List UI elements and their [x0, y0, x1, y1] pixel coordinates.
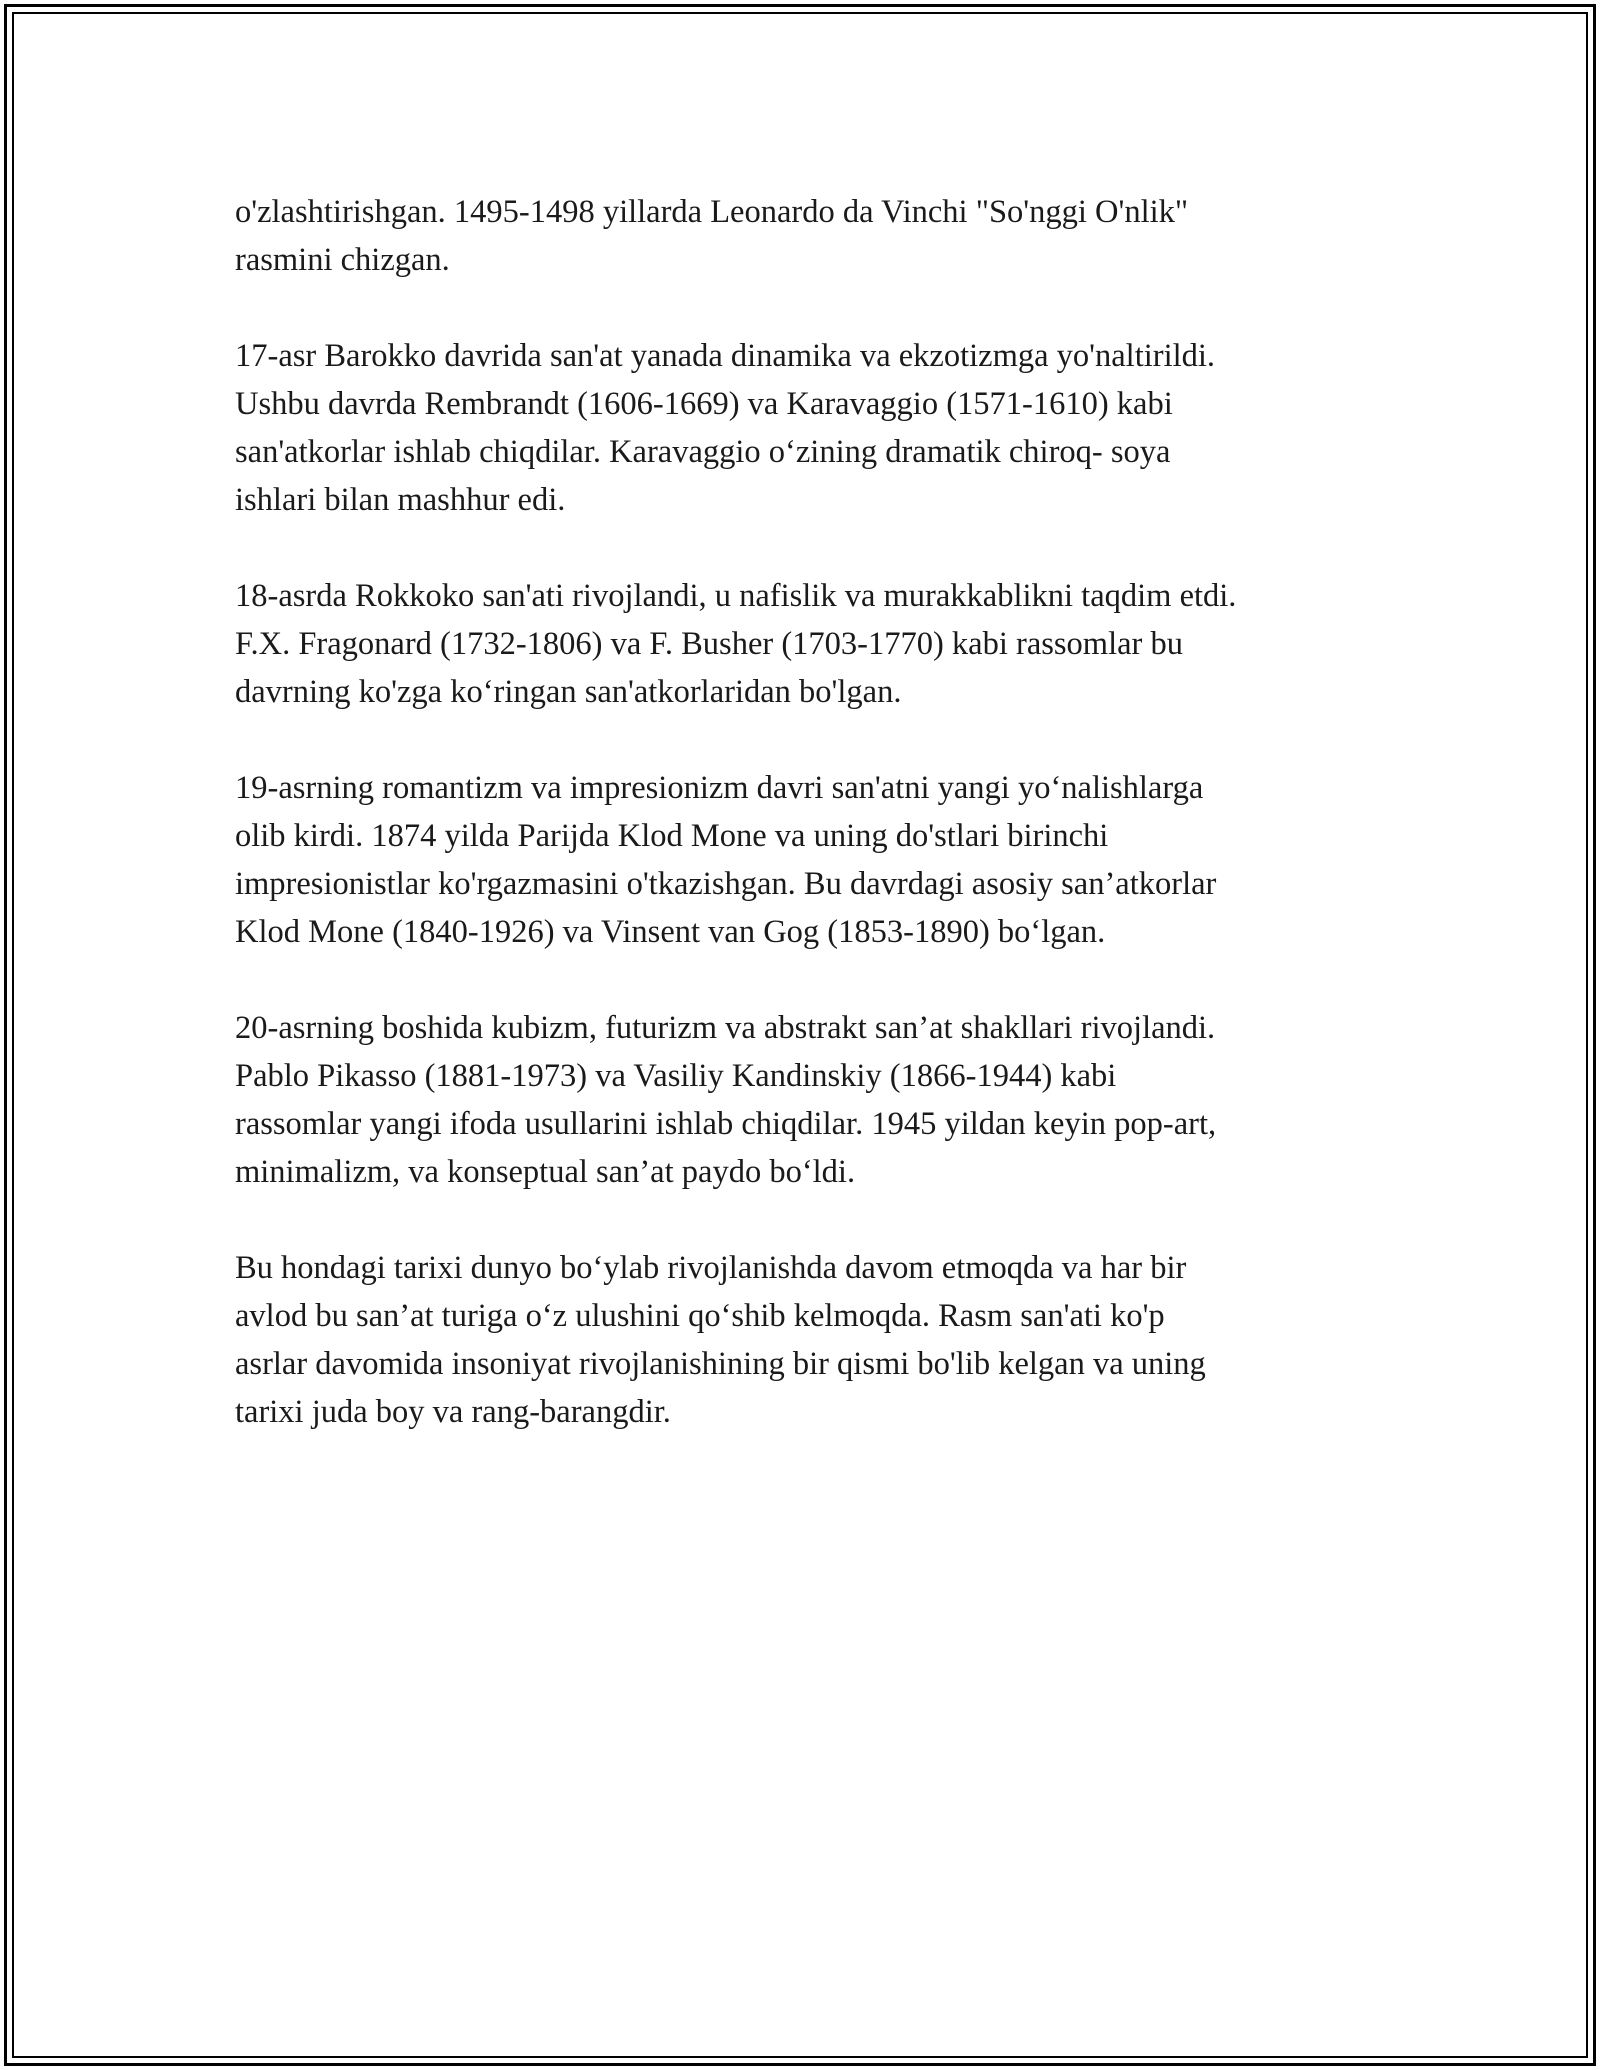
document-body: [235, 188, 1395, 1484]
paragraph-line: o'zlashtirishgan. 1495-1498 yillarda Leonardo da Vinchi "So'nggi O'nlik": [235, 194, 1189, 230]
paragraph-line: 19-asrning romantizm va impresionizm davri san'atni yangi yo‘nalishlarga: [235, 770, 1204, 806]
paragraph-6: [235, 1244, 1395, 1436]
paragraph-1: [235, 188, 1395, 284]
paragraph-line: olib kirdi. 1874 yilda Parijda Klod Mone va uning do'stlari birinchi: [235, 818, 1109, 854]
paragraph-line: Pablo Pikasso (1881-1973) va Vasiliy Kandinskiy (1866-1944) kabi: [235, 1058, 1117, 1094]
paragraph-line: F.X. Fragonard (1732-1806) va F. Busher (1703-1770) kabi rassomlar bu: [235, 626, 1183, 662]
paragraph-line: rassomlar yangi ifoda usullarini ishlab chiqdilar. 1945 yildan keyin pop-art,: [235, 1106, 1217, 1142]
paragraph-line: 18-asrda Rokkoko san'ati rivojlandi, u nafislik va murakkablikni taqdim etdi.: [235, 578, 1237, 614]
paragraph-line: Ushbu davrda Rembrandt (1606-1669) va Karavaggio (1571-1610) kabi: [235, 386, 1173, 422]
paragraph-line: Bu hondagi tarixi dunyo bo‘ylab rivojlanishda davom etmoqda va har bir: [235, 1250, 1187, 1286]
paragraph-4: [235, 764, 1395, 956]
paragraph-line: impresionistlar ko'rgazmasini o'tkazishgan. Bu davrdagi asosiy san’atkorlar: [235, 866, 1217, 902]
paragraph-line: avlod bu san’at turiga o‘z ulushini qo‘shib kelmoqda. Rasm san'ati ko'p: [235, 1298, 1165, 1334]
paragraph-line: Klod Mone (1840-1926) va Vinsent van Gog (1853-1890) bo‘lgan.: [235, 914, 1106, 950]
paragraph-5: [235, 1004, 1395, 1196]
paragraph-line: asrlar davomida insoniyat rivojlanishining bir qismi bo'lib kelgan va uning: [235, 1346, 1206, 1382]
paragraph-line: 20-asrning boshida kubizm, futurizm va abstrakt san’at shakllari rivojlandi.: [235, 1010, 1216, 1046]
paragraph-line: san'atkorlar ishlab chiqdilar. Karavaggio o‘zining dramatik chiroq- soya: [235, 434, 1171, 470]
paragraph-line: davrning ko'zga ko‘ringan san'atkorlaridan bo'lgan.: [235, 674, 902, 710]
paragraph-line: 17-asr Barokko davrida san'at yanada dinamika va ekzotizmga yo'naltirildi.: [235, 338, 1216, 374]
paragraph-3: [235, 572, 1395, 716]
paragraph-line: minimalizm, va konseptual san’at paydo bo‘ldi.: [235, 1154, 856, 1190]
paragraph-line: tarixi juda boy va rang-barangdir.: [235, 1394, 671, 1430]
paragraph-line: rasmini chizgan.: [235, 242, 450, 278]
paragraph-2: [235, 332, 1395, 524]
paragraph-line: ishlari bilan mashhur edi.: [235, 482, 566, 518]
